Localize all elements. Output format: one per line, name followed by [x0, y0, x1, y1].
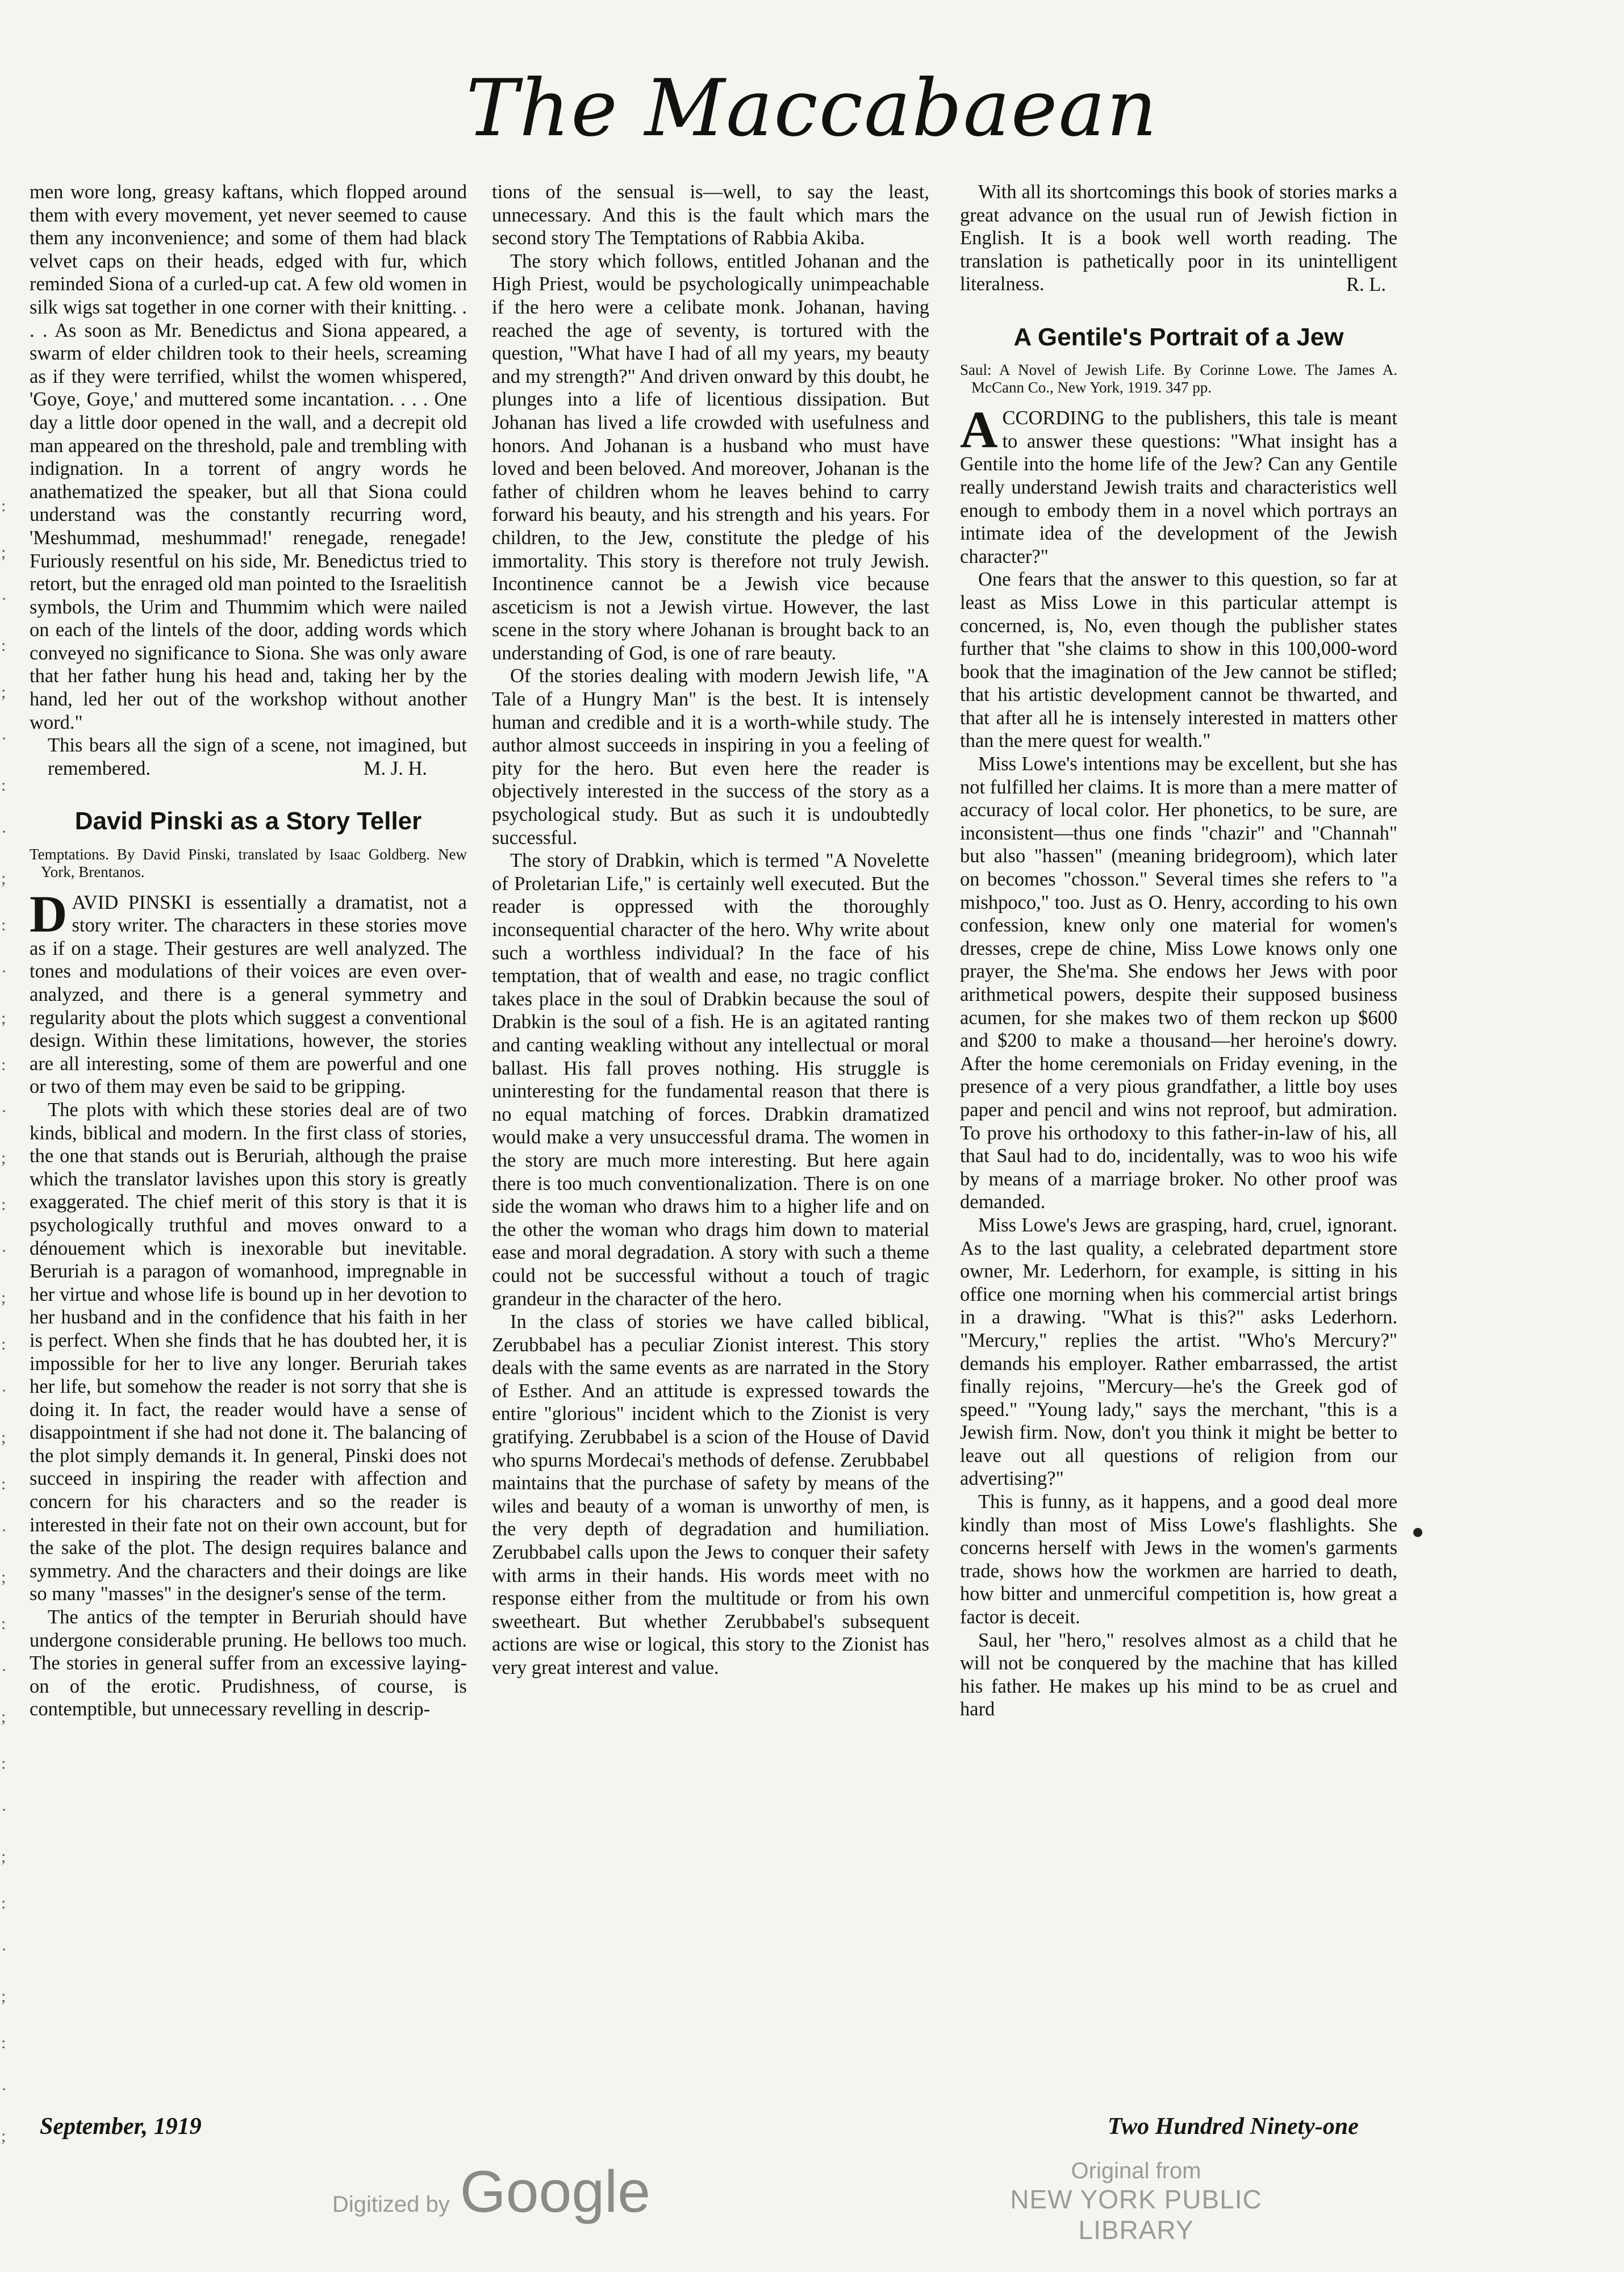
col3-paragraph-4: Miss Lowe's intentions may be excellent, but she has not fulfilled her claims. It is more than a mere matter of accuracy of local color. Her phonetics, to be sure, are inconsistent—thus one finds "chazir" and "Channah" but also "hassen" (meaning bridegroom), which later on becomes "chosson." Several times she refers to "a mishpoco," too. Just as O. Henry, according to his own confession, knew only one material for women's dresses, crepe de chine, Miss Lowe knows only one prayer, the She'ma. She endows her Jews with poor arithmetical powers, despite their supposed business acumen, for she makes two of them reckon up $600 and $200 to make a thousand—her heroine's dowry. After the home ceremonials on Friday evening, in the presence of a very pious grandfather, a little boy uses paper and pencil and wins not reproof, but admiration. To prove his orthodoxy to this father-in-law of his, all that Saul had to do, incidentally, was to woo his wife by means of a marriage broker. No other proof was demanded.: [960, 753, 1397, 1213]
col1-paragraph-5: The antics of the tempter in Beruriah should have undergone considerable pruning. He bellows too much. The stories in general suffer from an excessive laying-on of the erotic. Prudishness, of course, is contemptible, but unnecessary revelling in descrip-: [30, 1606, 467, 1720]
col1-paragraph-2: This bears all the sign of a scene, not imagined, but remembered.: [48, 734, 467, 779]
col2-paragraph-1: tions of the sensual is—well, to say the least, unnecessary. And this is the fault which mars the second story The Temptations of Rabbia Akiba.: [492, 181, 929, 249]
column-3: [960, 181, 1397, 1721]
nypl-credit: [954, 2158, 1318, 2245]
col3-paragraph-2: [960, 400, 1397, 568]
dropcap-d: D: [30, 884, 68, 943]
col1-paragraph-3: [30, 884, 467, 1099]
dropcap-a: A: [960, 400, 998, 459]
footer-date: September, 1919: [40, 2114, 202, 2140]
col3-paragraph-2-text: CCORDING to the publishers, this tale is meant to answer these questions: "What insight has a Gentile into the home life of the Jew? Can any Gentile really understand Jewish traits and characteristics well enough to embody them in a novel which portrays an intimate idea of the development of the Jewish character?": [960, 407, 1397, 567]
col2-paragraph-5: In the class of stories we have called biblical, Zerubbabel has a peculiar Zionist interest. This story deals with the same events as are narrated in the Story of Esther. And an attitude is expressed towards the entire "glorious" incident which to the Zionist is very gratifying. Zerubbabel is a scion of the House of David who spurns Mordecai's methods of defense. Zerubbabel maintains that the purchase of safety by means of the wiles and beauty of a woman is unworthy of men, is the very depth of degradation and humiliation. Zerubbabel calls upon the Jews to conquer their safety with arms in their hands. His words meet with no response either from the multitude or from his own sweetheart. But whether Zerubbabel's subsequent actions are wise or logical, this story to the Zionist has very great interest and value.: [492, 1311, 929, 1678]
col1-paragraph-1: men wore long, greasy kaftans, which flopped around them with every movement, yet never seemed to cause them any inconvenience; and some of them had black velvet caps on their heads, edged with fur, which reminded Siona of a curled-up cat. A few old women in silk wigs sat together in one corner with their knitting. . . . As soon as Mr. Benedictus and Siona appeared, a swarm of elder children took to their heels, screaming as if they were terrified, whilst the women whispered, 'Goye, Goye,' and muttered some incantation. . . . One day a little door opened in the wall, and a decrepit old man appeared on the threshold, pale and trembling with indignation. In a torrent of angry words he anathematized the speaker, but all that Siona could understand was the constantly recurring word, 'Meshummad, meshummad!' renegade, renegade! Furiously resentful on his side, Mr. Benedictus tried to retort, but the enraged old man pointed to the Israelitish symbols, the Urim and Thummim which were nailed on each of the lintels of the door, adding words which conveyed no significance to Siona. She was only aware that her father hung his head and, taking her by the hand, led her out of the workshop without another word.": [30, 181, 467, 733]
col3-signature: R. L.: [1346, 273, 1386, 295]
col2-paragraph-3: Of the stories dealing with modern Jewish life, "A Tale of a Hungry Man" is the best. It is intensely human and credible and it is a worth-while study. The author almost succeeds in inspiring in you a feeling of pity for the hero. But even here the reader is objectively interested in the success of the story as a psychological study. But as such it is undoubtedly successful.: [492, 665, 929, 849]
col3-paragraph-7: Saul, her "hero," resolves almost as a child that he will not be conquered by the machine that has killed his father. He makes up his mind to be as cruel and hard: [960, 1629, 1397, 1720]
bib-lowe: Saul: A Novel of Jewish Life. By Corinne Lowe. The James A. McCann Co., New York, 1919. 347 pp.: [960, 361, 1397, 396]
col1-signature: M. J. H.: [363, 758, 427, 780]
original-from-label: Original from: [1071, 2158, 1201, 2183]
google-logo: Google: [460, 2159, 651, 2225]
library-name: NEW YORK PUBLIC LIBRARY: [1010, 2185, 1262, 2245]
col3-paragraph-6: This is funny, as it happens, and a good deal more kindly than most of Miss Lowe's flashlights. She concerns herself with Jews in the women's garments trade, shows how the workmen are harried to death, how bitter and unmerciful competition is, how great a factor is deceit.: [960, 1491, 1397, 1628]
col3-paragraph-1: With all its shortcomings this book of stories marks a great advance on the usual run of Jewish fiction in English. It is a book well worth reading. The translation is pathetically poor in its unintelligent literalness.: [960, 181, 1397, 295]
col1-paragraph-3-text: AVID PINSKI is essentially a dramatist, not a story writer. The characters in these stories move as if on a stage. Their gestures are well analyzed. The tones and modulations of their voices are even over-analyzed, and there is a general symmetry and regularity about the plots which suggest a conventional design. Within these limitations, however, the stories are all interesting, some of them are powerful and one or two of them may even be said to be gripping.: [30, 891, 467, 1098]
digitized-by-google: [332, 2158, 650, 2226]
margin-dot: [1413, 1528, 1422, 1537]
col1-paragraph-4: The plots with which these stories deal are of two kinds, biblical and modern. In the first class of stories, the one that stands out is Beruriah, although the praise which the translator lavishes upon this story is greatly exaggerated. The chief merit of this story is that it is psychologically truthful and moves onward to a dénouement which is inexorable but inevitable. Beruriah is a paragon of womanhood, impregnable in her virtue and whose life is bound up in her devotion to her husband and in the confidence that his faith in her is perfect. When she finds that he has doubted her, it is impossible for her to live any longer. Beruriah takes her life, but somehow the reader is not sorry that she is doing it. In fact, the reader would have a sense of disappointment if she had not done it. The balancing of the plot simply demands it. In general, Pinski does not succeed in inspiring the reader with affection and concern for his characters and so the reader is interested in their fate not on their own account, but for the sake of the plot. The design requires balance and symmetry. And the characters and their doings are like so many "masses" in the designer's sense of the term.: [30, 1099, 467, 1605]
column-1: [30, 181, 467, 1721]
col2-paragraph-4: The story of Drabkin, which is termed "A Novelette of Proletarian Life," is certainly well executed. But the reader is oppressed with the thoroughly inconsequential character of the hero. Why write about such a worthless individual? In the face of his temptation, that of wealth and ease, no tragic conflict takes place in the soul of Drabkin because the soul of Drabkin is the soul of a fish. He is an agitated ranting and canting weakling without any intellectual or moral ballast. His fall proves nothing. His struggle is uninteresting for the fundamental reason that there is no equal matching of forces. Drabkin dramatized would make a very unsuccessful drama. The women in the story are much more interesting. But here again there is too much conventionalization. There is on one side the woman who draws him to a higher life and on the other the woman who drags him down to material ease and moral degradation. A story with such a theme could not be successful without a touch of tragic grandeur in the character of the hero.: [492, 850, 929, 1310]
col2-paragraph-2: The story which follows, entitled Johanan and the High Priest, would be psychologically unimpeachable if the hero were a celibate monk. Johanan, having reached the age of seventy, is tortured with the question, "What have I had of all my years, my beauty and my strength?" And driven onward by this doubt, he plunges into a life of licentious dissipation. But Johanan has lived a life crowded with usefulness and honors. And Johanan is a husband who must have loved and been beloved. And moreover, Johanan is the father of children whom he leaves behind to carry forward his beauty, and his strength and his years. For children, to the Jew, constitute the pledge of his immortality. This story is therefore not truly Jewish. Incontinence cannot be a Jewish vice because asceticism is not a Jewish virtue. However, the last scene in the story where Johanan is brought back to an understanding of God, is one of rare beauty.: [492, 250, 929, 664]
column-2: [492, 181, 929, 1680]
footer-page-number: Two Hundred Ninety-one: [1108, 2114, 1359, 2140]
col3-paragraph-3: One fears that the answer to this question, so far at least as Miss Lowe in this particular attempt is concerned, is, No, even though the publisher states further that "she claims to show in this 100,000-word book that the imagination of the Jew cannot be stifled; that his artistic development cannot be thwarted, and that after all he is intensely interested in matters other than the mere quest for wealth.": [960, 569, 1397, 752]
review-heading-lowe: A Gentile's Portrait of a Jew: [1013, 323, 1344, 351]
review-heading-pinski: David Pinski as a Story Teller: [74, 807, 422, 836]
col3-paragraph-5: Miss Lowe's Jews are grasping, hard, cruel, ignorant. As to the last quality, a celebrated department store owner, Mr. Lederhorn, for example, is sitting in his office one morning when his commercial artist brings in a drawing. "What is this?" asks Lederhorn. "Mercury," replies the artist. "Who's Mercury?" demands his employer. Rather embarrassed, the artist finally rejoins, "Mercury—he's the Greek god of speed." "Young lady," says the merchant, "this is a Jewish firm. Now, don't you think it might be better to leave out all questions of religion from our advertising?": [960, 1214, 1397, 1490]
digitized-label: Digitized by: [332, 2192, 450, 2217]
bib-pinski: Temptations. By David Pinski, translated by Isaac Goldberg. New York, Brentanos.: [30, 845, 467, 880]
masthead-title: The Maccabaean: [466, 62, 1158, 154]
margin-marks: : ; · : ; · : · ; : · ; : · ; : · ; : · ; : · ; : · ; : · ; : · ; : · ;: [1, 496, 7, 2145]
